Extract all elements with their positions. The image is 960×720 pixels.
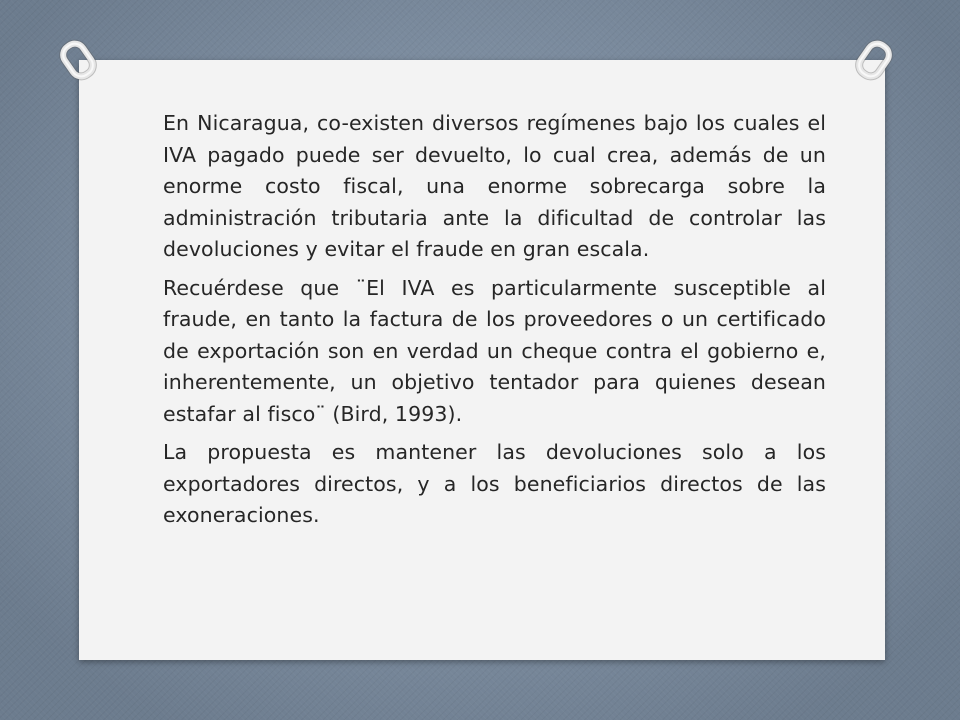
binder-ring-left-icon	[56, 38, 100, 82]
binder-ring-right-icon	[852, 38, 896, 82]
paragraph-2: Recuérdese que ¨El IVA es particularmente susceptible al fraude, en tanto la factura de los proveedores o un certificado de exportación son en verdad un cheque contra el gobierno e, inherentemente, un objetivo tentador para quienes desean estafar al fisco¨ (Bird, 1993).	[163, 275, 826, 426]
slide-text-block	[163, 108, 826, 539]
paragraph-1: En Nicaragua, co-existen diversos regímenes bajo los cuales el IVA pagado puede ser devuelto, lo cual crea, además de un enorme costo fiscal, una enorme sobrecarga sobre la administración tributaria ante la dificultad de controlar las devoluciones y evitar el fraude en gran escala.	[163, 111, 826, 261]
paragraph-3: La propuesta es mantener las devoluciones solo a los exportadores directos, y a los beneficiarios directos de las exoneraciones.	[163, 440, 826, 527]
